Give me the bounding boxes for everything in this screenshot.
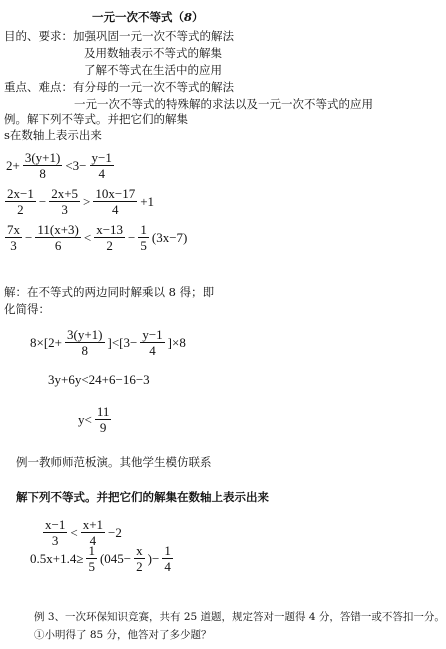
title-close: ） xyxy=(192,10,204,24)
eq1-den-2: 4 xyxy=(98,166,105,181)
key-label: 重点、难点： xyxy=(4,80,73,94)
example-intro-2: s在数轴上表示出来 xyxy=(4,128,102,142)
example3-line-2: ①小明得了 85 分，他答对了多少题？ xyxy=(34,629,212,641)
ex2-rel: )− xyxy=(147,551,160,566)
key-line-1 xyxy=(4,80,234,94)
eq3-den-3: 2 xyxy=(106,238,113,253)
page-title xyxy=(92,10,204,24)
solution-line-1: 解：在不等式的两边同时解乘以 8 得；即 xyxy=(4,285,215,299)
goal-line-1 xyxy=(4,29,234,43)
eq3-mid-2: − xyxy=(128,230,136,245)
eq2-den-3: 4 xyxy=(112,202,119,217)
example3-line-1: 例 3、一次环保知识竞赛，共有 25 道题，规定答对一题得 4 分，答错一或不答扣一分。 xyxy=(34,611,445,623)
goal-line-2: 及用数轴表示不等式的解集 xyxy=(84,46,222,60)
solution-step-3 xyxy=(76,404,112,435)
step1-den-1: 8 xyxy=(81,343,88,358)
eq2-num-3: 10x−17 xyxy=(95,186,136,201)
step3-lead: y< xyxy=(78,412,92,427)
eq3-tail: (3x−7) xyxy=(151,230,188,245)
solution-step-1 xyxy=(28,327,188,358)
eq1-frac-2 xyxy=(90,150,114,181)
teacher-note: 例一教师师范板演。其他学生模仿联系 xyxy=(16,455,212,469)
eq2-den-1: 2 xyxy=(17,202,24,217)
eq3-den-1: 3 xyxy=(10,238,17,253)
equation-3 xyxy=(4,222,189,253)
eq2-num-2: 2x+5 xyxy=(51,186,79,201)
key-line-2: 一元一次不等式的特殊解的求法以及一元一次不等式的应用 xyxy=(74,97,373,111)
eq3-mid: − xyxy=(25,230,33,245)
step1-tail: ]×8 xyxy=(167,335,186,350)
goal-line-3: 了解不等式在生活中的应用 xyxy=(84,63,222,77)
ex2-num-3: 1 xyxy=(164,543,171,558)
ex1-num-2: x+1 xyxy=(82,517,104,532)
eq1-num-1: 3(y+1) xyxy=(24,150,61,165)
ex2-frac-2 xyxy=(134,543,145,574)
ex1-num-1: x−1 xyxy=(45,517,66,532)
step1-rel: ]<[3− xyxy=(107,335,138,350)
eq1-frac-1 xyxy=(23,150,63,181)
eq3-frac-2 xyxy=(35,222,81,253)
eq3-num-1: 7x xyxy=(7,222,20,237)
solution-line-2: 化简得： xyxy=(4,302,50,316)
ex1-den-1: 3 xyxy=(51,533,59,548)
step3-den: 9 xyxy=(99,420,107,435)
equation-2 xyxy=(4,186,156,217)
ex2-frac-1 xyxy=(86,543,97,574)
eq2-frac-2 xyxy=(49,186,80,217)
ex2-lead: 0.5x+1.4≥ xyxy=(30,551,84,566)
step1-frac-1 xyxy=(65,327,105,358)
step3-num: 11 xyxy=(96,404,110,419)
key-1: 有分母的一元一次不等式的解法 xyxy=(73,80,234,94)
eq2-frac-3 xyxy=(93,186,137,217)
eq3-rel: < xyxy=(83,230,92,245)
ex2-num-2: x xyxy=(136,543,143,558)
eq1-rel: <3− xyxy=(65,158,87,173)
ex1-den-2: 4 xyxy=(89,533,97,548)
eq2-tail: +1 xyxy=(140,194,155,209)
example-intro: 例。解下列不等式。并把它们的解集 xyxy=(4,112,188,126)
step1-frac-2 xyxy=(140,327,164,358)
eq2-rel: > xyxy=(83,194,91,209)
exercise-2 xyxy=(28,543,174,574)
step1-num-1: 3(y+1) xyxy=(67,327,103,342)
eq2-num-1: 2x−1 xyxy=(7,186,34,201)
eq3-frac-4 xyxy=(138,222,149,253)
goal-label: 目的、要求： xyxy=(4,29,73,43)
eq2-mid: − xyxy=(38,194,47,209)
eq3-num-4: 1 xyxy=(140,222,147,237)
title-text: 一元一次不等式（ xyxy=(92,10,184,24)
step1-lead: 8×[2+ xyxy=(30,335,62,350)
eq1-num-2: y−1 xyxy=(91,150,112,165)
eq3-den-4: 5 xyxy=(140,238,147,253)
eq1-lead: 2+ xyxy=(6,158,20,173)
equation-1 xyxy=(4,150,115,181)
ex1-tail: −2 xyxy=(108,525,122,540)
eq1-den-1: 8 xyxy=(39,166,46,181)
eq3-den-2: 6 xyxy=(54,238,62,253)
solution-step-2: 3y+6y<24+6−16−3 xyxy=(48,372,150,387)
ex2-mid: (045− xyxy=(99,551,132,566)
eq3-num-3: x−13 xyxy=(96,222,124,237)
step3-frac xyxy=(95,404,112,435)
title-mark: 8 xyxy=(184,10,193,24)
ex2-frac-3 xyxy=(162,543,173,574)
ex2-den-1: 5 xyxy=(88,559,95,574)
eq2-den-2: 3 xyxy=(61,202,68,217)
goal-1: 加强巩固一元一次不等式的解法 xyxy=(73,29,234,43)
eq3-frac-3 xyxy=(94,222,125,253)
exercise-title: 解下列不等式。并把它们的解集在数轴上表示出来 xyxy=(16,490,269,504)
step1-num-2: y−1 xyxy=(142,327,163,342)
step1-den-2: 4 xyxy=(149,343,156,358)
ex2-num-1: 1 xyxy=(88,543,95,558)
ex1-rel: < xyxy=(70,525,78,540)
ex2-den-3: 4 xyxy=(164,559,171,574)
eq2-frac-1 xyxy=(5,186,36,217)
eq3-num-2: 11(x+3) xyxy=(37,222,79,237)
ex2-den-2: 2 xyxy=(136,559,143,574)
eq3-frac-1 xyxy=(5,222,22,253)
